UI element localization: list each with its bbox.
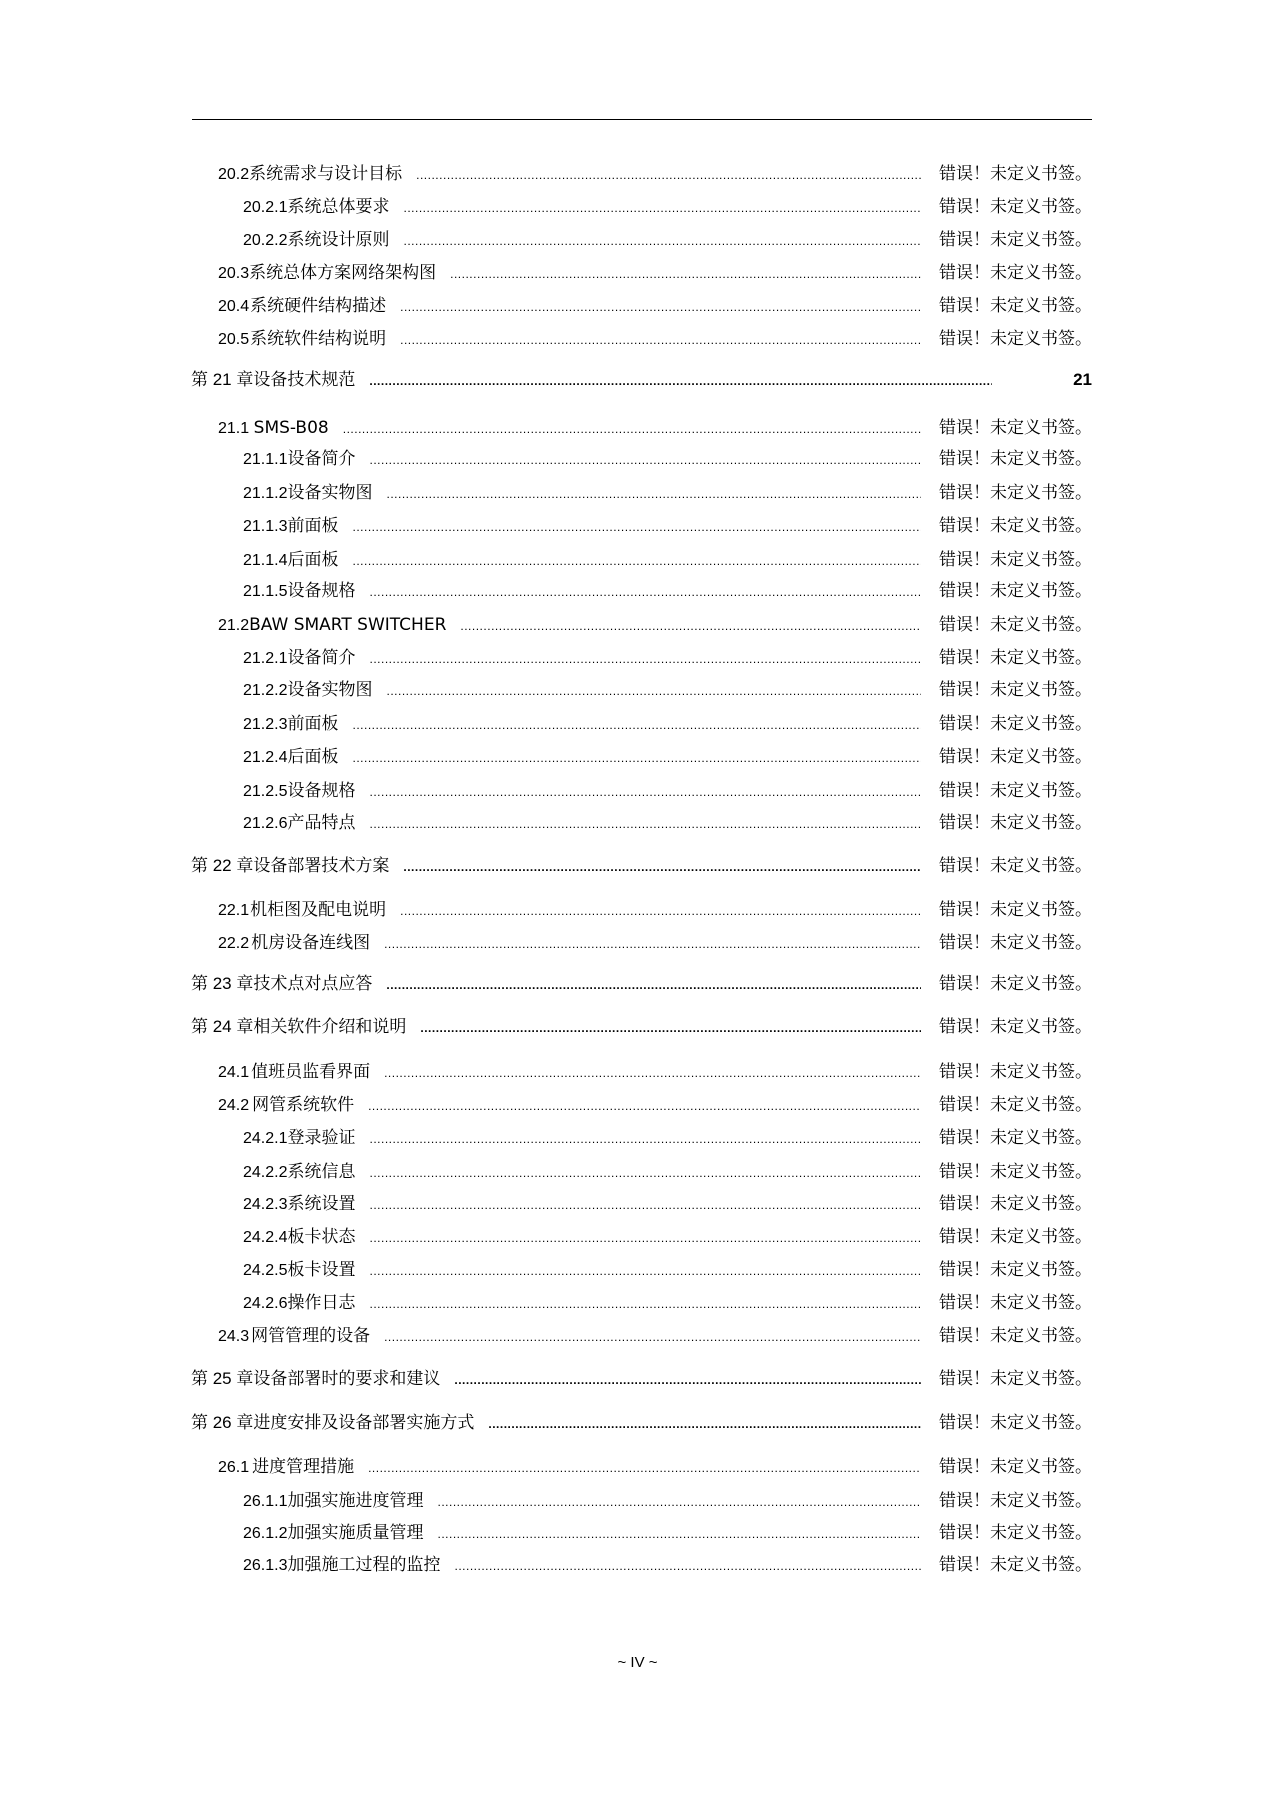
toc-entry[interactable] <box>243 1259 1092 1282</box>
toc-entry-title: 进度管理措施 <box>252 1457 355 1477</box>
toc-entry[interactable] <box>243 713 1092 736</box>
toc-entry-page: 错误！未定义书签。 <box>939 781 1092 801</box>
toc-entry-page: 错误！未定义书签。 <box>939 483 1092 503</box>
toc-entry[interactable] <box>243 482 1092 505</box>
toc-entry-page: 错误！未定义书签。 <box>939 164 1092 184</box>
toc-leader-dots <box>369 581 921 603</box>
toc-entry-page: 错误！未定义书签。 <box>939 856 1092 876</box>
toc-entry-number: 21.2.1 <box>243 650 288 667</box>
toc-entry-title: 机房设备连线图 <box>251 933 371 953</box>
toc-leader-dots <box>386 680 921 702</box>
toc-entry-number: 21.2.5 <box>243 783 288 800</box>
toc-leader-dots <box>450 263 921 285</box>
toc-entry-title: 系统总体要求 <box>287 197 390 217</box>
toc-entry[interactable] <box>243 580 1092 603</box>
toc-leader-dots <box>437 1523 921 1545</box>
toc-entry-number: 24.2.4 <box>243 1229 288 1246</box>
toc-entry-page: 错误！未定义书签。 <box>939 1062 1092 1082</box>
toc-entry[interactable] <box>218 262 1092 285</box>
toc-entry-number: 21.2.6 <box>243 815 288 832</box>
toc-entry-page: 错误！未定义书签。 <box>939 1523 1092 1543</box>
toc-entry-title: 机柜图及配电说明 <box>250 900 387 920</box>
toc-entry[interactable] <box>243 1292 1092 1315</box>
toc-leader-dots <box>454 1369 921 1391</box>
toc-entry-page: 错误！未定义书签。 <box>939 329 1092 349</box>
toc-entry-title: 系统需求与设计目标 <box>249 164 403 184</box>
toc-leader-dots <box>454 1555 921 1577</box>
toc-entry-number: 20.2.1 <box>243 199 288 216</box>
toc-entry-page: 错误！未定义书签。 <box>939 1369 1092 1389</box>
toc-entry-title: 板卡设置 <box>287 1260 356 1280</box>
toc-leader-dots <box>352 714 921 736</box>
toc-entry[interactable] <box>191 1368 1092 1391</box>
toc-leader-dots <box>368 1095 921 1117</box>
toc-leader-dots <box>416 164 921 186</box>
toc-entry[interactable] <box>243 812 1092 835</box>
toc-entry[interactable] <box>243 1127 1092 1150</box>
toc-leader-dots <box>400 900 921 922</box>
toc-entry-number: 21.2.3 <box>243 716 288 733</box>
toc-leader-dots <box>403 856 921 878</box>
toc-entry[interactable] <box>243 229 1092 252</box>
toc-entry-number: 24.1 <box>218 1064 250 1081</box>
toc-leader-dots <box>386 483 921 505</box>
toc-entry-number: 24.2 <box>218 1097 250 1114</box>
toc-entry[interactable] <box>243 746 1092 769</box>
toc-entry[interactable] <box>218 614 1092 637</box>
page-number: ~ IV ~ <box>617 1654 658 1671</box>
toc-entry-number: 24.3 <box>218 1328 250 1345</box>
toc-entry-title: 设备规格 <box>287 781 356 801</box>
toc-entry[interactable] <box>218 1456 1092 1479</box>
toc-leader-dots <box>400 329 921 351</box>
toc-leader-dots <box>400 296 921 318</box>
toc-entry-page: 错误！未定义书签。 <box>939 714 1092 734</box>
toc-entry-page: 错误！未定义书签。 <box>939 1194 1092 1214</box>
toc-entry-page: 错误！未定义书签。 <box>939 1017 1092 1037</box>
toc-entry-page: 错误！未定义书签。 <box>939 1293 1092 1313</box>
toc-leader-dots <box>403 230 921 252</box>
toc-entry-title: SMS-B08 <box>253 418 329 438</box>
toc-entry-number: 第 22 章 <box>191 856 254 875</box>
toc-entry[interactable] <box>218 1061 1092 1084</box>
toc-entry[interactable] <box>191 369 1092 392</box>
header-rule <box>192 119 1092 120</box>
toc-entry-page: 错误！未定义书签。 <box>939 230 1092 250</box>
toc-entry[interactable] <box>191 1412 1092 1435</box>
toc-entry-page: 错误！未定义书签。 <box>939 1095 1092 1115</box>
toc-entry[interactable] <box>191 973 1092 996</box>
toc-leader-dots <box>369 1260 921 1282</box>
toc-entry[interactable] <box>243 515 1092 538</box>
toc-entry-page: 错误！未定义书签。 <box>939 1413 1092 1433</box>
toc-entry-number: 20.3 <box>218 265 250 282</box>
toc-entry-title: 系统设计原则 <box>287 230 390 250</box>
toc-entry[interactable] <box>218 1325 1092 1348</box>
toc-entry-title: 后面板 <box>287 747 339 767</box>
toc-entry-number: 24.2.6 <box>243 1295 288 1312</box>
toc-entry-number: 26.1.2 <box>243 1525 288 1542</box>
toc-entry-number: 21.2.2 <box>243 682 288 699</box>
toc-entry-page: 21 <box>1073 370 1092 389</box>
toc-leader-dots <box>384 1062 921 1084</box>
toc-entry[interactable] <box>243 1161 1092 1184</box>
toc-entry-page: 错误！未定义书签。 <box>939 1162 1092 1182</box>
toc-entry-page: 错误！未定义书签。 <box>939 1128 1092 1148</box>
toc-entry-title: 加强实施质量管理 <box>287 1523 424 1543</box>
toc-entry-title: 进度安排及设备部署实施方式 <box>253 1413 475 1433</box>
toc-entry-page: 错误！未定义书签。 <box>939 1227 1092 1247</box>
toc-entry-page: 错误！未定义书签。 <box>939 1491 1092 1511</box>
toc-entry-number: 第 24 章 <box>191 1017 254 1036</box>
toc-entry-title: 板卡状态 <box>287 1227 356 1247</box>
toc-entry-page: 错误！未定义书签。 <box>939 1326 1092 1346</box>
toc-entry[interactable] <box>243 1554 1092 1577</box>
toc-entry-page: 错误！未定义书签。 <box>939 747 1092 767</box>
toc-entry-number: 22.1 <box>218 902 250 919</box>
toc-leader-dots <box>368 1457 921 1479</box>
toc-entry-page: 错误！未定义书签。 <box>939 1457 1092 1477</box>
toc-entry-number: 21.1.5 <box>243 583 288 600</box>
toc-leader-dots <box>343 418 921 440</box>
toc-entry[interactable] <box>191 1016 1092 1039</box>
toc-entry[interactable] <box>243 1193 1092 1216</box>
toc-entry-page: 错误！未定义书签。 <box>939 516 1092 536</box>
toc-leader-dots <box>369 1227 921 1249</box>
toc-entry[interactable] <box>243 196 1092 219</box>
toc-leader-dots <box>460 615 921 637</box>
toc-entry-number: 21.1.4 <box>243 552 288 569</box>
toc-entry-number: 20.4 <box>218 298 250 315</box>
toc-leader-dots <box>386 974 921 996</box>
toc-entry-page: 错误！未定义书签。 <box>939 581 1092 601</box>
toc-entry-title: 设备简介 <box>287 648 356 668</box>
toc-entry-title: 技术点对点应答 <box>253 974 373 994</box>
toc-entry-number: 26.1.1 <box>243 1493 288 1510</box>
toc-entry-number: 第 25 章 <box>191 1369 254 1388</box>
toc-entry[interactable] <box>191 855 1092 878</box>
toc-entry-page: 错误！未定义书签。 <box>939 550 1092 570</box>
toc-entry-title: 设备实物图 <box>287 483 373 503</box>
toc-entry[interactable] <box>243 679 1092 702</box>
toc-entry-title: 登录验证 <box>287 1128 356 1148</box>
toc-entry-page: 错误！未定义书签。 <box>939 449 1092 469</box>
toc-entry-number: 26.1 <box>218 1459 250 1476</box>
toc-entry[interactable] <box>218 932 1092 955</box>
toc-entry[interactable] <box>243 448 1092 471</box>
toc-leader-dots <box>420 1017 921 1039</box>
toc-leader-dots <box>369 648 921 670</box>
toc-entry[interactable] <box>218 328 1092 351</box>
toc-entry-page: 错误！未定义书签。 <box>939 296 1092 316</box>
toc-entry-title: 设备部署时的要求和建议 <box>253 1369 441 1389</box>
toc-entry-title: 操作日志 <box>287 1293 356 1313</box>
toc-entry-number: 21.1 <box>218 420 250 437</box>
toc-entry-number: 21.2 <box>218 617 250 634</box>
toc-entry[interactable] <box>243 647 1092 670</box>
toc-entry-number: 20.2.2 <box>243 232 288 249</box>
toc-entry-page: 错误！未定义书签。 <box>939 900 1092 920</box>
toc-entry-title: 加强实施进度管理 <box>287 1491 424 1511</box>
toc-entry[interactable] <box>218 163 1092 186</box>
toc-leader-dots <box>384 933 921 955</box>
toc-entry[interactable] <box>218 899 1092 922</box>
toc-entry[interactable] <box>218 295 1092 318</box>
toc-leader-dots <box>369 370 992 392</box>
toc-entry-number: 26.1.3 <box>243 1557 288 1574</box>
toc-entry-page: 错误！未定义书签。 <box>939 933 1092 953</box>
toc-leader-dots <box>352 747 921 769</box>
toc-leader-dots <box>488 1413 921 1435</box>
toc-entry-title: 前面板 <box>287 516 339 536</box>
toc-entry-number: 24.2.1 <box>243 1130 288 1147</box>
toc-entry-page: 错误！未定义书签。 <box>939 1555 1092 1575</box>
toc-leader-dots <box>369 1293 921 1315</box>
toc-entry-title: 设备技术规范 <box>253 370 356 390</box>
toc-entry-page: 错误！未定义书签。 <box>939 1260 1092 1280</box>
toc-entry-number: 21.1.1 <box>243 451 288 468</box>
toc-leader-dots <box>403 197 921 219</box>
toc-entry-title: 相关软件介绍和说明 <box>253 1017 407 1037</box>
toc-entry-title: 系统信息 <box>287 1162 356 1182</box>
toc-entry-number: 20.2 <box>218 166 250 183</box>
toc-entry-number: 24.2.2 <box>243 1164 288 1181</box>
toc-entry-title: 设备部署技术方案 <box>253 856 390 876</box>
toc-entry-page: 错误！未定义书签。 <box>939 615 1092 635</box>
toc-entry-number: 第 21 章 <box>191 370 254 389</box>
toc-entry-page: 错误！未定义书签。 <box>939 813 1092 833</box>
toc-entry-title: 值班员监看界面 <box>251 1062 371 1082</box>
toc-entry-title: 前面板 <box>287 714 339 734</box>
toc-entry-number: 24.2.5 <box>243 1262 288 1279</box>
toc-entry-title: BAW SMART SWITCHER <box>249 615 447 635</box>
toc-entry-number: 22.2 <box>218 935 250 952</box>
toc-leader-dots <box>369 813 921 835</box>
toc-entry-title: 网管管理的设备 <box>251 1326 371 1346</box>
toc-leader-dots <box>384 1326 921 1348</box>
toc-entry-title: 系统设置 <box>287 1194 356 1214</box>
toc-leader-dots <box>369 1194 921 1216</box>
toc-entry-page: 错误！未定义书签。 <box>939 680 1092 700</box>
toc-entry-number: 24.2.3 <box>243 1196 288 1213</box>
toc-entry[interactable] <box>218 1094 1092 1117</box>
toc-entry-number: 21.1.3 <box>243 518 288 535</box>
toc-leader-dots <box>369 1162 921 1184</box>
toc-entry[interactable] <box>218 417 1092 440</box>
toc-entry-title: 系统硬件结构描述 <box>250 296 387 316</box>
toc-entry[interactable] <box>243 780 1092 803</box>
toc-leader-dots <box>369 1128 921 1150</box>
toc-entry[interactable] <box>243 1522 1092 1545</box>
toc-entry-page: 错误！未定义书签。 <box>939 263 1092 283</box>
toc-entry-title: 产品特点 <box>287 813 356 833</box>
toc-entry-page: 错误！未定义书签。 <box>939 418 1092 438</box>
toc-entry-title: 设备简介 <box>287 449 356 469</box>
toc-leader-dots <box>352 550 921 572</box>
toc-entry-page: 错误！未定义书签。 <box>939 648 1092 668</box>
toc-entry-title: 系统总体方案网络架构图 <box>249 263 437 283</box>
toc-entry[interactable] <box>243 1226 1092 1249</box>
toc-entry-title: 网管系统软件 <box>252 1095 355 1115</box>
toc-entry-number: 20.5 <box>218 331 250 348</box>
toc-entry-title: 后面板 <box>287 550 339 570</box>
toc-leader-dots <box>352 516 921 538</box>
toc-entry-title: 设备实物图 <box>287 680 373 700</box>
toc-leader-dots <box>369 781 921 803</box>
toc-leader-dots <box>369 449 921 471</box>
toc-entry-number: 第 23 章 <box>191 974 254 993</box>
toc-entry[interactable] <box>243 1490 1092 1513</box>
toc-entry-number: 第 26 章 <box>191 1413 254 1432</box>
toc-entry-title: 加强施工过程的监控 <box>287 1555 441 1575</box>
toc-entry[interactable] <box>243 549 1092 572</box>
toc-entry-title: 系统软件结构说明 <box>250 329 387 349</box>
toc-entry-number: 21.2.4 <box>243 749 288 766</box>
toc-leader-dots <box>437 1491 921 1513</box>
toc-entry-page: 错误！未定义书签。 <box>939 974 1092 994</box>
toc-entry-title: 设备规格 <box>287 581 356 601</box>
toc-entry-number: 21.1.2 <box>243 485 288 502</box>
toc-entry-page: 错误！未定义书签。 <box>939 197 1092 217</box>
